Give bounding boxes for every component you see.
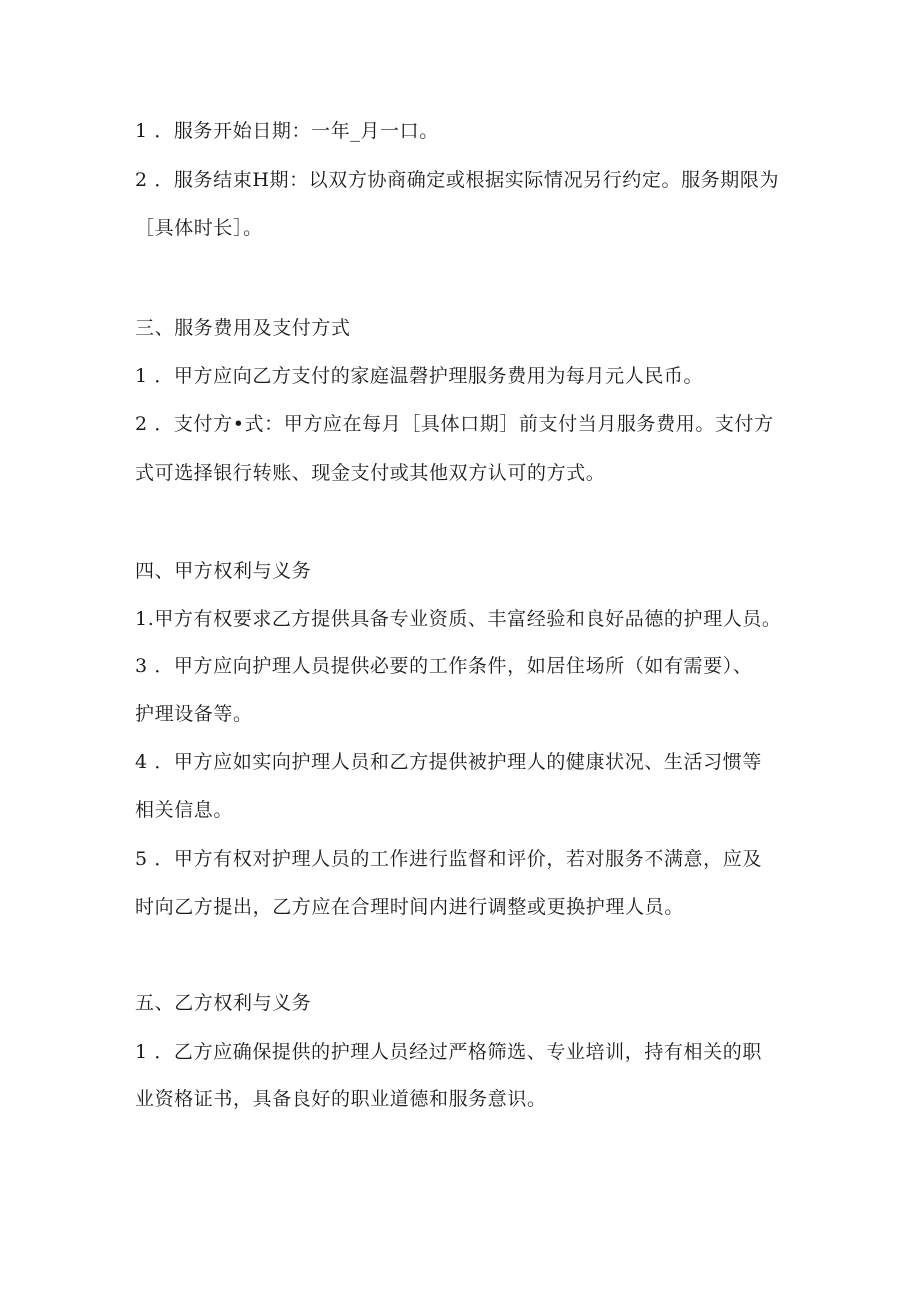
item-party-a-4-cont: 相关信息。 bbox=[135, 799, 234, 821]
item-party-a-5-cont: 时向乙方提出，乙方应在合理时间内进行调整或更换护理人员。 bbox=[135, 896, 684, 918]
item-party-a-3-cont: 护理设备等。 bbox=[135, 703, 253, 725]
item-party-b-1-cont: 业资格证书，具备良好的职业道德和服务意识。 bbox=[135, 1088, 547, 1110]
item-party-a-5: 5 ．甲方有权对护理人员的工作进行监督和评价，若对服务不满意，应及 bbox=[135, 848, 762, 870]
item-party-a-1: 1.甲方有权要求乙方提供具备专业资质、丰富经验和良好品德的护理人员。 bbox=[135, 608, 782, 630]
item-party-a-3: 3 ．甲方应向护理人员提供必要的工作条件，如居住场所（如有需要）、 bbox=[135, 655, 753, 677]
section-heading-party-a: 四、甲方权利与义务 bbox=[135, 560, 312, 582]
section-heading-fees: 三、服务费用及支付方式 bbox=[135, 317, 351, 339]
item-end-date-cont: ［具体时长］。 bbox=[135, 217, 263, 239]
item-start-date: 1 ．服务开始日期：一年_月一口。 bbox=[135, 120, 439, 142]
item-party-b-1: 1 ．乙方应确保提供的护理人员经过严格筛选、专业培训，持有相关的职 bbox=[135, 1041, 762, 1063]
item-fee-amount: 1 ．甲方应向乙方支付的家庭温磬护理服务费用为每月元人民币。 bbox=[135, 365, 704, 387]
item-payment-method: 2 ．支付方•式：甲方应在每月［具体口期］前支付当月服务费用。支付方 bbox=[135, 413, 774, 435]
item-party-a-4: 4 ．甲方应如实向护理人员和乙方提供被护理人的健康状况、生活习惯等 bbox=[135, 751, 762, 773]
item-end-date: 2 ．服务结束H期：以双方协商确定或根据实际情况另行约定。服务期限为 bbox=[135, 169, 780, 191]
section-heading-party-b: 五、乙方权利与义务 bbox=[135, 992, 312, 1014]
item-payment-method-cont: 式可选择银行转账、现金支付或其他双方认可的方式。 bbox=[135, 462, 606, 484]
